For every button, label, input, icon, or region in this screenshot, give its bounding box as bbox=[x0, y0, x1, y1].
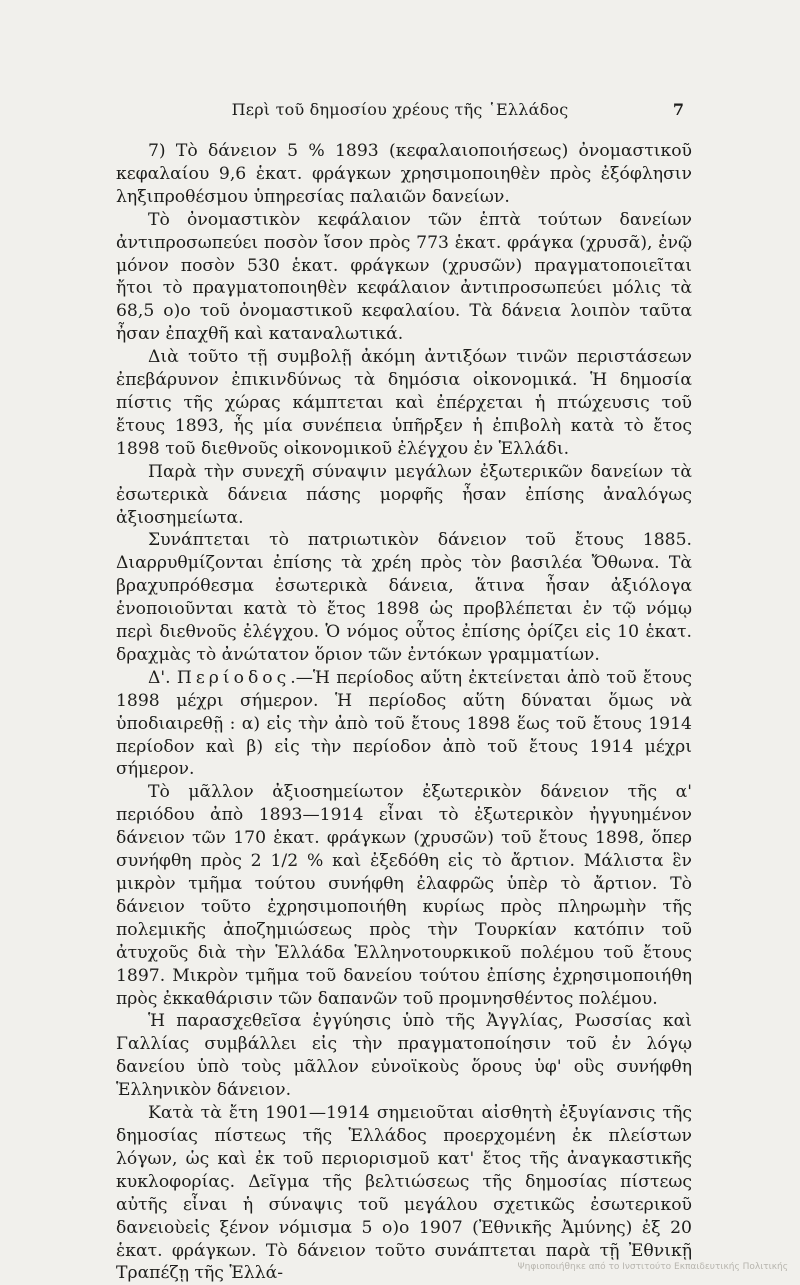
paragraph: Τὸ ὀνομαστικὸν κεφάλαιον τῶν ἑπτὰ τούτων δανείων ἀντιπροσωπεύει ποσὸν ἴσον πρὸς 773 ἑκατ. φράγκα (χρυσᾶ), ἐνῷ μόνον ποσὸν 530 ἑκατ. φράγκων (χρυσῶν) πραγματοποιεῖται ἤτοι τὸ πραγματοποιηθὲν κεφάλαιον ἀντιπροσωπεύει μόλις τὰ 68,5 ο)ο τοῦ ὀνομαστικοῦ κεφαλαίου. Τὰ δάνεια λοιπὸν ταῦτα ἦσαν ἐπαχθῆ καὶ καταναλωτικά. bbox=[116, 209, 692, 345]
page-number: 7 bbox=[672, 100, 684, 119]
running-title: Περὶ τοῦ δημοσίου χρέους τῆς ῾Ελλάδος bbox=[231, 100, 569, 119]
page-header bbox=[0, 98, 800, 124]
section-text: .—Ἡ περίοδος αὕτη ἐκτείνεται ἀπὸ τοῦ ἔτους 1898 μέχρι σήμερον. Ἡ περίοδος αὕτη δύναται ὅμως νὰ ὑποδιαιρεθῇ : α) εἰς τὴν ἀπὸ τοῦ ἔτους 1898 ἕως τοῦ ἔτους 1914 περίοδον καὶ β) εἰς τὴν περίοδον ἀπὸ τοῦ ἔτους 1914 μέχρι σήμερον. bbox=[116, 667, 693, 780]
section-label: Δ'. bbox=[148, 667, 171, 688]
paragraph: Ἡ παρασχεθεῖσα ἐγγύησις ὑπὸ τῆς Ἀγγλίας, Ρωσσίας καὶ Γαλλίας συμβάλλει εἰς τὴν πραγματοποίησιν τοῦ ἐν λόγῳ δανείου ὑπὸ τοὺς μᾶλλον εὐνοϊκοὺς ὅρους ὑφ' οὓς συνήφθη Ἑλληνικὸν δάνειον. bbox=[116, 1011, 692, 1101]
section-heading: Περίοδος bbox=[176, 667, 291, 688]
body-text bbox=[116, 140, 692, 1285]
paragraph: Τὸ μᾶλλον ἀξιοσημείωτον ἐξωτερικὸν δάνειον τῆς α' περιόδου ἀπὸ 1893—1914 εἶναι τὸ ἐξωτερικὸν ἠγγυημένον δάνειον τῶν 170 ἑκατ. φράγκων (χρυσῶν) τοῦ ἔτους 1898, ὅπερ συνήφθη πρὸς 2 1/2 % καὶ ἐξεδόθη εἰς τὸ ἄρτιον. Μάλιστα ἓν μικρὸν τμῆμα τούτου συνήφθη ἐλαφρῶς ὑπὲρ τὸ ἄρτιον. Τὸ δάνειον τοῦτο ἐχρησιμοποιήθη κυρίως πρὸς πληρωμὴν τῆς πολεμικῆς ἀποζημιώσεως πρὸς τὴν Τουρκίαν κατόπιν τοῦ ἀτυχοῦς διὰ τὴν Ἑλλάδα Ἑλληνοτουρκικοῦ πολέμου τοῦ ἔτους 1897. Μικρὸν τμῆμα τοῦ δανείου τούτου ἐπίσης ἐχρησιμοποιήθη πρὸς ἐκκαθάρισιν τῶν δαπανῶν τοῦ προμνησθέντος πολέμου. bbox=[116, 782, 692, 1009]
paragraph: 7) Τὸ δάνειον 5 % 1893 (κεφαλαιοποιήσεως) ὀνομαστικοῦ κεφαλαίου 9,6 ἑκατ. φράγκων χρησιμοποιηθὲν πρὸς ἐξόφλησιν ληξιπροθέσμου ὑπηρεσίας παλαιῶν δανείων. bbox=[116, 141, 692, 207]
section-paragraph bbox=[116, 667, 692, 782]
paragraph: Διὰ τοῦτο τῇ συμβολῇ ἀκόμη ἀντιξόων τινῶν περιστάσεων ἐπεβάρυνον ἐπικινδύνως τὰ δημόσια οἰκονομικά. Ἡ δημοσία πίστις τῆς χώρας κάμπτεται καὶ ἐπέρχεται ἡ πτώχευσις τοῦ ἔτους 1893, ἧς μία συνέπεια ὑπῆρξεν ἡ ἐπιβολὴ κατὰ τὸ ἔτος 1898 τοῦ διεθνοῦς οἰκονομικοῦ ἐλέγχου ἐν Ἑλλάδι. bbox=[116, 347, 692, 459]
paragraph: Συνάπτεται τὸ πατριωτικὸν δάνειον τοῦ ἔτους 1885. Διαρρυθμίζονται ἐπίσης τὰ χρέη πρὸς τὸν βασιλέα Ὄθωνα. Τὰ βραχυπρόθεσμα ἐσωτερικὰ δάνεια, ἅτινα ἦσαν ἀξιόλογα ἑνοποιοῦνται κατὰ τὸ ἔτος 1898 ὡς προβλέπεται ἐν τῷ νόμῳ περὶ διεθνοῦς ἐλέγχου. Ὁ νόμος οὗτος ἐπίσης ὁρίζει εἰς 10 ἑκατ. δραχμὰς τὸ ἀνώτατον ὅριον τῶν ἐντόκων γραμματίων. bbox=[116, 530, 692, 665]
digitization-watermark: Ψηφιοποιήθηκε από το Ινστιτούτο Εκπαιδευτικής Πολιτικής bbox=[517, 1262, 788, 1272]
paragraph: Κατὰ τὰ ἔτη 1901—1914 σημειοῦται αἰσθητὴ ἐξυγίανσις τῆς δημοσίας πίστεως τῆς Ἑλλάδος προερχομένη ἐκ πλείστων λόγων, ὡς καὶ ἐκ τοῦ περιορισμοῦ κατ' ἔτος τῆς ἀναγκαστικῆς κυκλοφορίας. Δεῖγμα τῆς βελτιώσεως τῆς δημοσίας πίστεως αὐτῆς εἶναι ἡ σύναψις τοῦ μεγάλου σχετικῶς ἐσωτερικοῦ δανειοὺεἰς ξένον νόμισμα 5 ο)ο 1907 (Ἐθνικῆς Ἀμύνης) ἐξ 20 ἑκατ. φράγκων. Τὸ δάνειον τοῦτο συνάπτεται παρὰ τῇ Ἐθνικῇ Τραπέζῃ τῆς Ἑλλά- bbox=[116, 1103, 692, 1284]
paragraph: Παρὰ τὴν συνεχῆ σύναψιν μεγάλων ἐξωτερικῶν δανείων τὰ ἐσωτερικὰ δάνεια πάσης μορφῆς ἦσαν ἐπίσης ἀναλόγως ἀξιοσημείωτα. bbox=[116, 461, 692, 528]
